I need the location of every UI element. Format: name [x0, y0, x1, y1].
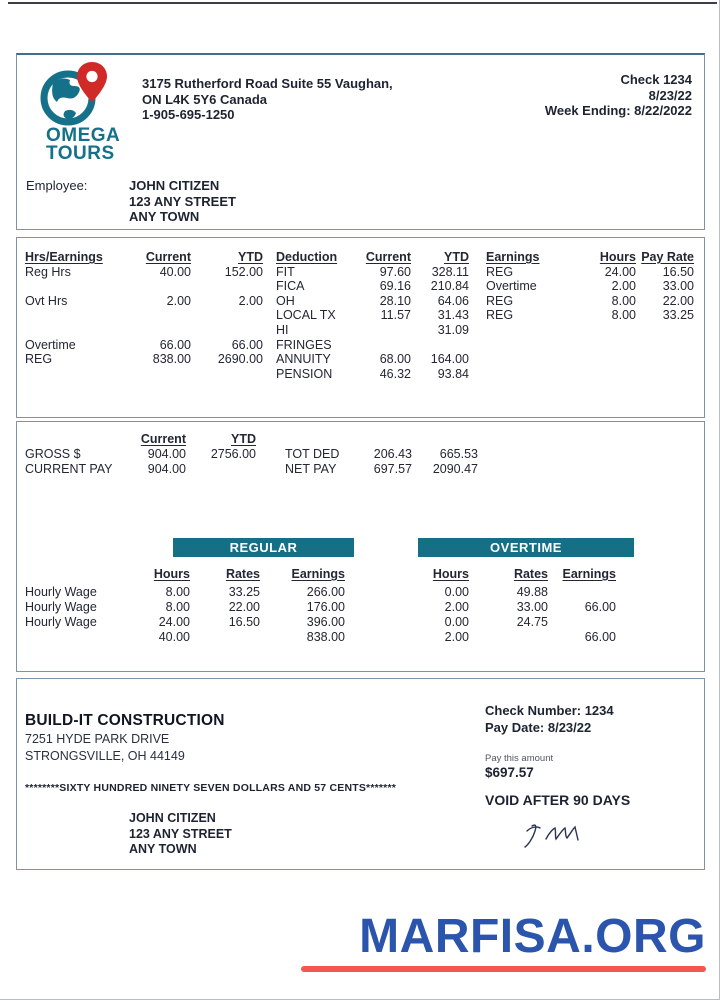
detail-row	[25, 279, 704, 294]
employee-label: Employee:	[26, 178, 88, 193]
regular-hours: 24.00	[158, 615, 190, 629]
summary-label: GROSS $	[25, 447, 81, 461]
wage-label	[25, 630, 137, 645]
hrs-earnings-label: Reg Hrs	[25, 264, 71, 279]
payee-address-line-2: ANY TOWN	[129, 842, 197, 856]
wage-row	[25, 600, 616, 615]
deduction-label: PENSION	[276, 366, 333, 381]
regular-earnings: 176.00	[306, 600, 345, 614]
overtime-hours: 0.00	[444, 615, 469, 629]
hrs-earnings-ytd: 2.00	[238, 293, 263, 308]
deduction-current: 46.32	[379, 366, 411, 381]
col-ytd: YTD	[238, 250, 263, 264]
deduction-label: ANNUITY	[276, 352, 331, 367]
company-address	[142, 76, 393, 123]
regular-section-bar: REGULAR	[173, 538, 354, 557]
detail-row	[25, 323, 704, 338]
regular-earnings: 396.00	[306, 615, 345, 629]
detail-rows	[25, 265, 704, 382]
wage-label: Hourly Wage	[25, 600, 97, 614]
summary-current: 904.00	[147, 462, 186, 476]
overtime-earnings	[548, 615, 616, 630]
col-hours: Hours	[599, 250, 636, 264]
regular-rate: 33.25	[228, 585, 260, 599]
pay-date: Pay Date: 8/23/22	[485, 719, 592, 735]
col-hours: Hours	[432, 567, 469, 581]
col-pay-rate: Pay Rate	[641, 250, 694, 264]
col-rates: Rates	[513, 567, 548, 581]
col-deduction: Deduction	[276, 250, 338, 264]
wage-row	[25, 630, 616, 645]
payee-block	[129, 811, 232, 858]
overtime-section-bar: OVERTIME	[418, 538, 634, 557]
overtime-hours: 2.00	[444, 630, 469, 644]
earnings-pay-rate	[636, 323, 694, 338]
overtime-rate: 49.88	[516, 585, 548, 599]
company-address-line-2: ON L4K 5Y6 Canada	[142, 91, 267, 107]
overtime-rate: 33.00	[516, 600, 548, 614]
overtime-earnings: 66.00	[584, 630, 616, 644]
regular-rate: 16.50	[228, 615, 260, 629]
earnings-detail-section	[16, 237, 705, 418]
header-section	[16, 53, 705, 230]
earnings-hours: 24.00	[604, 264, 636, 279]
hrs-earnings-ytd	[191, 308, 263, 323]
logo-line-1: OMEGA	[46, 125, 121, 146]
brand-underline	[301, 966, 706, 972]
hrs-earnings-current	[115, 279, 191, 294]
earnings-label	[486, 338, 566, 353]
signature-icon	[522, 819, 584, 853]
wage-table	[17, 567, 616, 645]
company-phone: 1-905-695-1250	[142, 107, 235, 122]
deduction-ytd: 210.84	[430, 279, 469, 294]
earnings-hours	[566, 323, 636, 338]
hrs-earnings-current: 66.00	[159, 337, 191, 352]
company-logo-text	[46, 127, 120, 163]
payee-address-line-1: 123 ANY STREET	[129, 826, 232, 841]
summary-label-2: NET PAY	[285, 462, 337, 476]
summary-ytd-2: 2090.47	[432, 462, 478, 476]
wage-label: Hourly Wage	[25, 585, 97, 599]
payer-block	[25, 712, 225, 764]
col-rates: Rates	[225, 567, 260, 581]
amount-in-words: ********SIXTY HUNDRED NINETY SEVEN DOLLARS AND 57 CENTS*******	[25, 782, 397, 794]
page-top-border	[8, 2, 717, 4]
hrs-earnings-ytd: 2690.00	[217, 352, 263, 367]
earnings-label	[486, 323, 566, 338]
summary-current: 904.00	[147, 447, 186, 461]
wage-label: Hourly Wage	[25, 615, 97, 629]
deduction-ytd: 31.43	[437, 308, 469, 323]
deduction-ytd: 328.11	[431, 264, 469, 279]
deduction-current	[352, 323, 411, 338]
col-hours: Hours	[153, 567, 190, 581]
void-after-text: VOID AFTER 90 DAYS	[485, 792, 631, 808]
earnings-pay-rate: 16.50	[662, 264, 694, 279]
hrs-earnings-ytd: 152.00	[224, 264, 263, 279]
summary-ytd-2: 665.53	[439, 447, 478, 461]
hrs-earnings-label: Ovt Hrs	[25, 293, 68, 308]
deduction-current: 97.60	[379, 264, 411, 279]
wage-row	[25, 585, 616, 600]
detail-header-row	[25, 250, 704, 265]
payer-address-line-1: 7251 HYDE PARK DRIVE	[25, 732, 170, 746]
deduction-current: 68.00	[379, 352, 411, 367]
globe-icon	[35, 61, 127, 127]
col-earnings: Earnings	[486, 250, 540, 264]
hrs-earnings-ytd	[191, 323, 263, 338]
hrs-earnings-ytd	[191, 279, 263, 294]
overtime-rate	[469, 630, 548, 645]
col-ytd: YTD	[231, 432, 256, 446]
hrs-earnings-label	[25, 279, 115, 294]
hrs-earnings-label: Overtime	[25, 337, 76, 352]
deduction-current: 69.16	[379, 279, 411, 294]
hrs-earnings-current	[115, 323, 191, 338]
deduction-label: FIT	[276, 264, 295, 279]
logo-line-2: TOURS	[46, 143, 115, 164]
detail-row	[25, 367, 704, 382]
deduction-label: FRINGES	[276, 337, 332, 352]
col-current: Current	[145, 250, 191, 264]
deduction-current: 28.10	[379, 293, 411, 308]
overtime-hours: 2.00	[444, 600, 469, 614]
check-section	[16, 678, 705, 870]
overtime-earnings: 66.00	[584, 600, 616, 614]
overtime-earnings	[548, 585, 616, 600]
hrs-earnings-current: 2.00	[166, 293, 191, 308]
hrs-earnings-current: 838.00	[152, 352, 191, 367]
col-ytd: YTD	[444, 250, 469, 264]
earnings-label	[486, 352, 566, 367]
summary-row	[25, 447, 478, 462]
company-address-line-1: 3175 Rutherford Road Suite 55 Vaughan,	[142, 76, 393, 91]
summary-label-2: TOT DED	[285, 447, 340, 461]
deduction-label: FICA	[276, 279, 305, 294]
employee-address-line-1: 123 ANY STREET	[129, 193, 236, 209]
employee-address-line-2: ANY TOWN	[129, 209, 200, 224]
summary-table	[17, 432, 478, 477]
regular-hours: 8.00	[165, 600, 190, 614]
earnings-label	[486, 367, 566, 382]
net-pay-amount: $697.57	[485, 765, 534, 780]
earnings-label: REG	[486, 264, 514, 279]
deduction-label: HI	[276, 322, 289, 337]
brand-text: MARFISA.ORG	[359, 910, 706, 963]
col-earnings: Earnings	[291, 567, 345, 581]
footer-brand	[301, 912, 706, 972]
hrs-earnings-current	[115, 308, 191, 323]
col-hrs-earnings: Hrs/Earnings	[25, 250, 103, 264]
overtime-hours: 0.00	[444, 585, 469, 599]
check-date-line: 8/23/22	[648, 87, 692, 103]
week-ending-line: Week Ending: 8/22/2022	[544, 103, 692, 118]
employee-name: JOHN CITIZEN	[129, 178, 220, 193]
summary-rows	[25, 447, 478, 477]
hrs-earnings-label: REG	[25, 352, 53, 367]
earnings-pay-rate: 33.25	[662, 308, 694, 323]
payee-name: JOHN CITIZEN	[129, 811, 216, 825]
summary-label: CURRENT PAY	[25, 462, 113, 476]
summary-ytd: 2756.00	[210, 447, 256, 461]
wage-row	[25, 615, 616, 630]
earnings-pay-rate	[636, 338, 694, 353]
earnings-hours: 8.00	[611, 293, 636, 308]
earnings-pay-rate: 22.00	[662, 293, 694, 308]
earnings-hours	[566, 338, 636, 353]
col-current: Current	[140, 432, 186, 446]
deduction-ytd: 31.09	[437, 322, 469, 337]
payer-name: BUILD-IT CONSTRUCTION	[25, 712, 225, 729]
pay-this-amount-label: Pay this amount	[485, 753, 554, 764]
check-meta	[485, 703, 614, 736]
detail-row	[25, 294, 704, 309]
summary-current-2: 697.57	[373, 462, 412, 476]
hrs-earnings-current: 40.00	[159, 264, 191, 279]
check-info	[545, 72, 692, 119]
earnings-hours: 2.00	[611, 279, 636, 294]
earnings-label: Overtime	[486, 279, 537, 294]
wage-rows	[25, 585, 616, 645]
col-earnings: Earnings	[562, 567, 616, 581]
hrs-earnings-label	[25, 323, 115, 338]
deduction-current: 11.57	[380, 308, 411, 323]
regular-rate: 22.00	[228, 600, 260, 614]
earnings-pay-rate	[636, 367, 694, 382]
hrs-earnings-label	[25, 367, 115, 382]
wage-header-row	[25, 567, 616, 582]
summary-header-row	[25, 432, 478, 447]
regular-hours: 40.00	[158, 630, 190, 644]
hrs-earnings-label	[25, 308, 115, 323]
col-current: Current	[365, 250, 411, 264]
payer-address-line-2: STRONGSVILLE, OH 44149	[25, 749, 185, 763]
deduction-label: OH	[276, 293, 295, 308]
detail-row	[25, 265, 704, 280]
summary-section	[16, 421, 705, 672]
hrs-earnings-current	[115, 367, 191, 382]
deduction-ytd: 164.00	[430, 352, 469, 367]
earnings-label: REG	[486, 293, 514, 308]
deduction-label: LOCAL TX	[276, 308, 336, 323]
detail-row	[25, 338, 704, 353]
check-number-line: Check 1234	[620, 72, 692, 87]
earnings-hours	[566, 352, 636, 367]
employee-address-block	[129, 178, 236, 225]
deduction-ytd: 93.84	[437, 366, 469, 381]
check-number: Check Number: 1234	[485, 703, 614, 718]
summary-ytd	[186, 462, 256, 477]
earnings-hours	[566, 367, 636, 382]
regular-hours: 8.00	[165, 585, 190, 599]
earnings-label: REG	[486, 308, 514, 323]
regular-rate	[190, 630, 260, 645]
hrs-earnings-ytd	[191, 367, 263, 382]
overtime-rate: 24.75	[516, 615, 548, 629]
continent-shape	[52, 79, 80, 102]
deduction-ytd: 64.06	[437, 293, 469, 308]
signature	[522, 819, 584, 858]
detail-row	[25, 308, 704, 323]
hrs-earnings-ytd: 66.00	[231, 337, 263, 352]
summary-row	[25, 462, 478, 477]
earnings-hours: 8.00	[611, 308, 636, 323]
regular-earnings: 266.00	[306, 585, 345, 599]
company-logo	[35, 61, 145, 164]
detail-row	[25, 352, 704, 367]
summary-current-2: 206.43	[373, 447, 412, 461]
deduction-ytd	[411, 338, 469, 353]
earnings-pay-rate	[636, 352, 694, 367]
earnings-detail-table	[17, 238, 704, 381]
deduction-current	[352, 338, 411, 353]
earnings-pay-rate: 33.00	[662, 279, 694, 294]
regular-earnings: 838.00	[306, 630, 345, 644]
